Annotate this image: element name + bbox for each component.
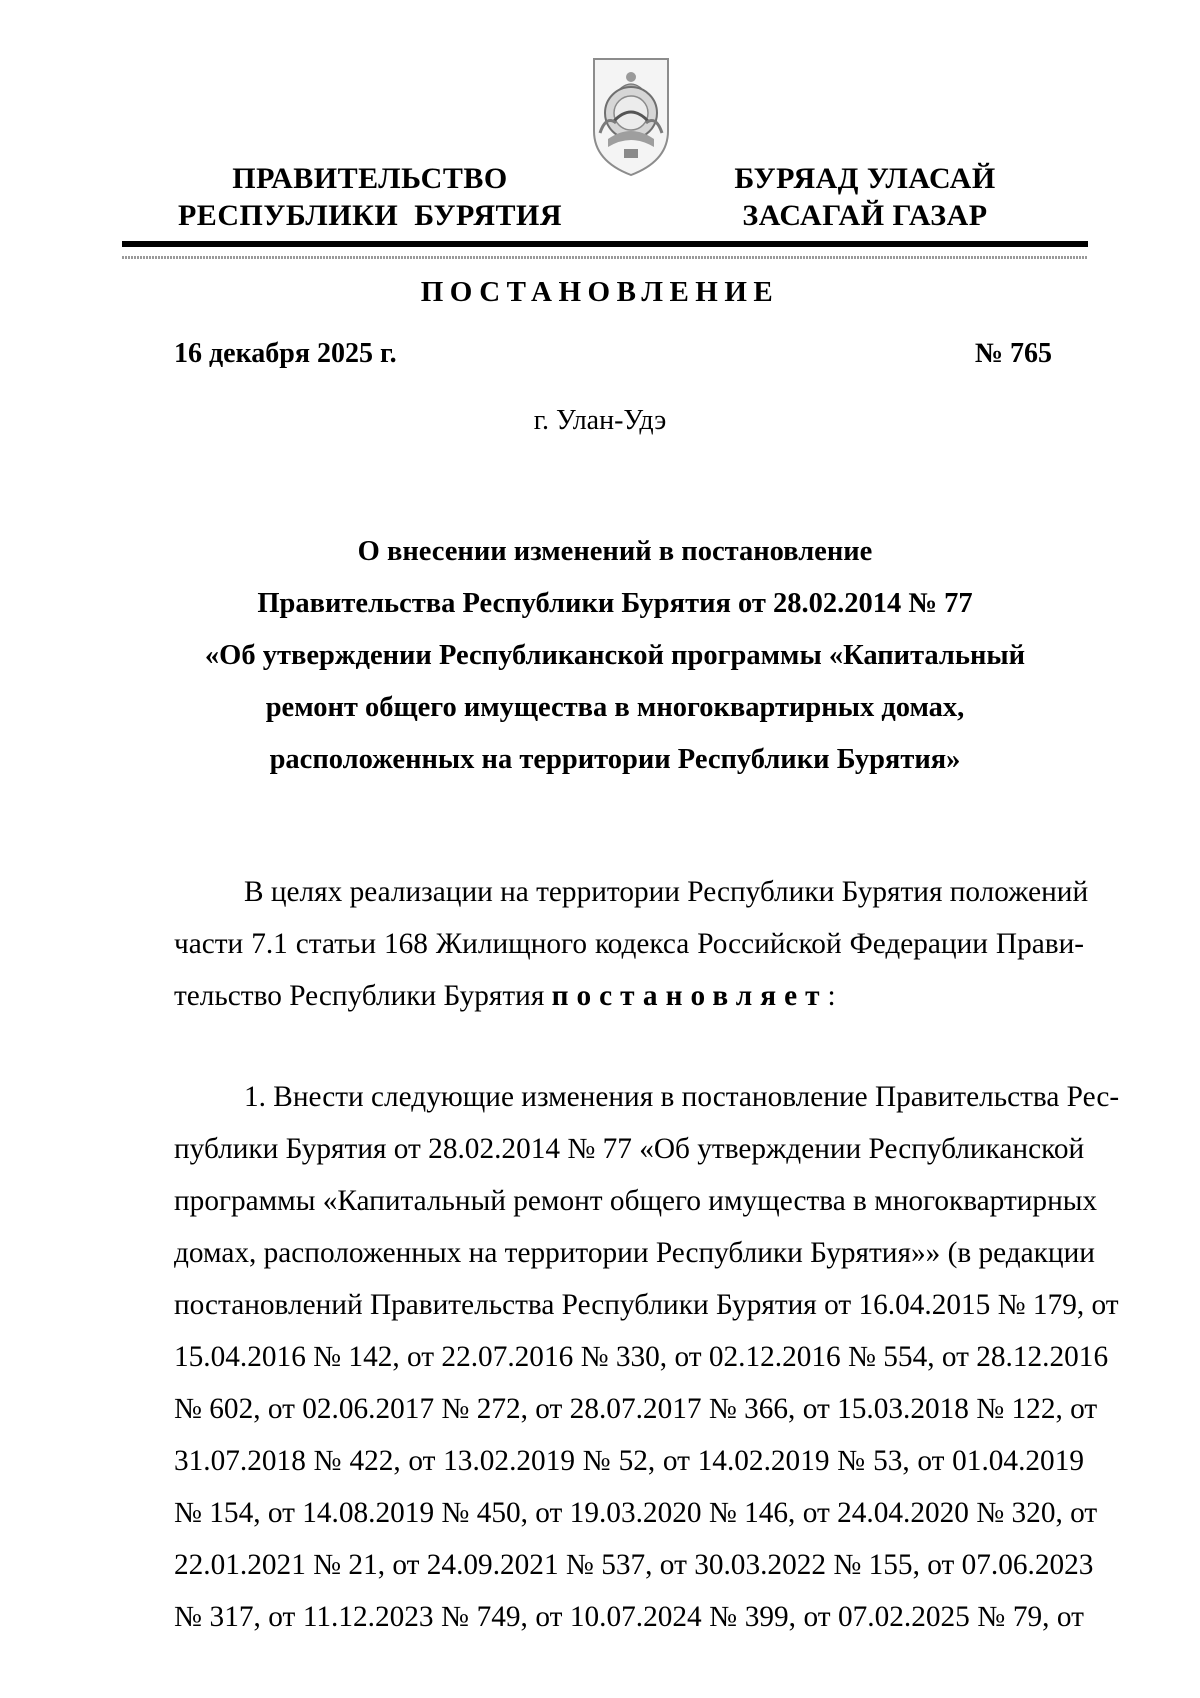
item-line: № 154, от 14.08.2019 № 450, от 19.03.2020 № 146, от 24.04.2020 № 320, от xyxy=(174,1497,1098,1529)
title-line: ремонт общего имущества в многоквартирных домах, xyxy=(265,692,965,723)
item-line: 15.04.2016 № 142, от 22.07.2016 № 330, от 02.12.2016 № 554, от 28.12.2016 xyxy=(174,1341,1109,1373)
document-title xyxy=(150,526,1080,786)
item-line: № 317, от 11.12.2023 № 749, от 10.07.2024 № 399, от 07.02.2025 № 79, от xyxy=(174,1601,1084,1633)
item-line: постановлений Правительства Республики Бурятия от 16.04.2015 № 179, от xyxy=(174,1289,1119,1321)
preamble-line: части 7.1 статьи 168 Жилищного кодекса Российской Федерации Прави- xyxy=(174,928,1084,960)
coat-of-arms-emblem-icon xyxy=(586,53,676,181)
preamble-line-final xyxy=(174,970,1084,1022)
preamble-line: В целях реализации на территории Республики Бурятия положений xyxy=(244,876,1089,908)
document-type: ПОСТАНОВЛЕНИЕ xyxy=(420,276,780,308)
item-line: 22.01.2021 № 21, от 24.09.2021 № 537, от 30.03.2022 № 155, от 07.06.2023 xyxy=(174,1549,1094,1581)
preamble-line-text: тельство Республики Бурятия xyxy=(174,980,552,1012)
header-rule-thick xyxy=(122,241,1088,247)
title-line: Правительства Республики Бурятия от 28.02.2014 № 77 xyxy=(257,588,973,619)
document-date: 16 декабря 2025 г. xyxy=(174,338,397,369)
item-line: программы «Капитальный ремонт общего имущества в многоквартирных xyxy=(174,1185,1098,1217)
org-left-line-1: ПРАВИТЕЛЬСТВО xyxy=(232,162,508,195)
government-name-russian xyxy=(150,160,590,234)
org-right-line-1: БУРЯАД УЛАСАЙ xyxy=(734,162,996,195)
title-line: «Об утверждении Республиканской программы «Капитальный xyxy=(204,640,1026,671)
item-line: домах, расположенных на территории Республики Бурятия»» (в редакции xyxy=(174,1237,1095,1269)
title-line: расположенных на территории Республики Бурятия» xyxy=(269,744,961,775)
document-city: г. Улан-Удэ xyxy=(533,405,667,436)
org-left-line-2: РЕСПУБЛИКИ БУРЯТИЯ xyxy=(177,199,563,232)
preamble-colon: : xyxy=(827,980,836,1012)
header-rule-thin xyxy=(122,256,1088,259)
item-line: 1. Внести следующие изменения в постановление Правительства Рес- xyxy=(244,1081,1120,1113)
decree-verb: постановляет xyxy=(551,980,828,1012)
item-line: публики Бурятия от 28.02.2014 № 77 «Об утверждении Республиканской xyxy=(174,1133,1085,1165)
title-line: О внесении изменений в постановление xyxy=(357,536,873,567)
item-line: 31.07.2018 № 422, от 13.02.2019 № 52, от 14.02.2019 № 53, от 01.04.2019 xyxy=(174,1445,1084,1477)
document-number: № 765 xyxy=(974,338,1052,369)
item-line: № 602, от 02.06.2017 № 272, от 28.07.2017 № 366, от 15.03.2018 № 122, от xyxy=(174,1393,1098,1425)
government-name-buryat xyxy=(700,160,1030,234)
preamble-paragraph xyxy=(174,866,1089,1022)
org-right-line-2: ЗАСАГАЙ ГАЗАР xyxy=(742,199,988,232)
item-1-paragraph xyxy=(174,1071,1120,1643)
